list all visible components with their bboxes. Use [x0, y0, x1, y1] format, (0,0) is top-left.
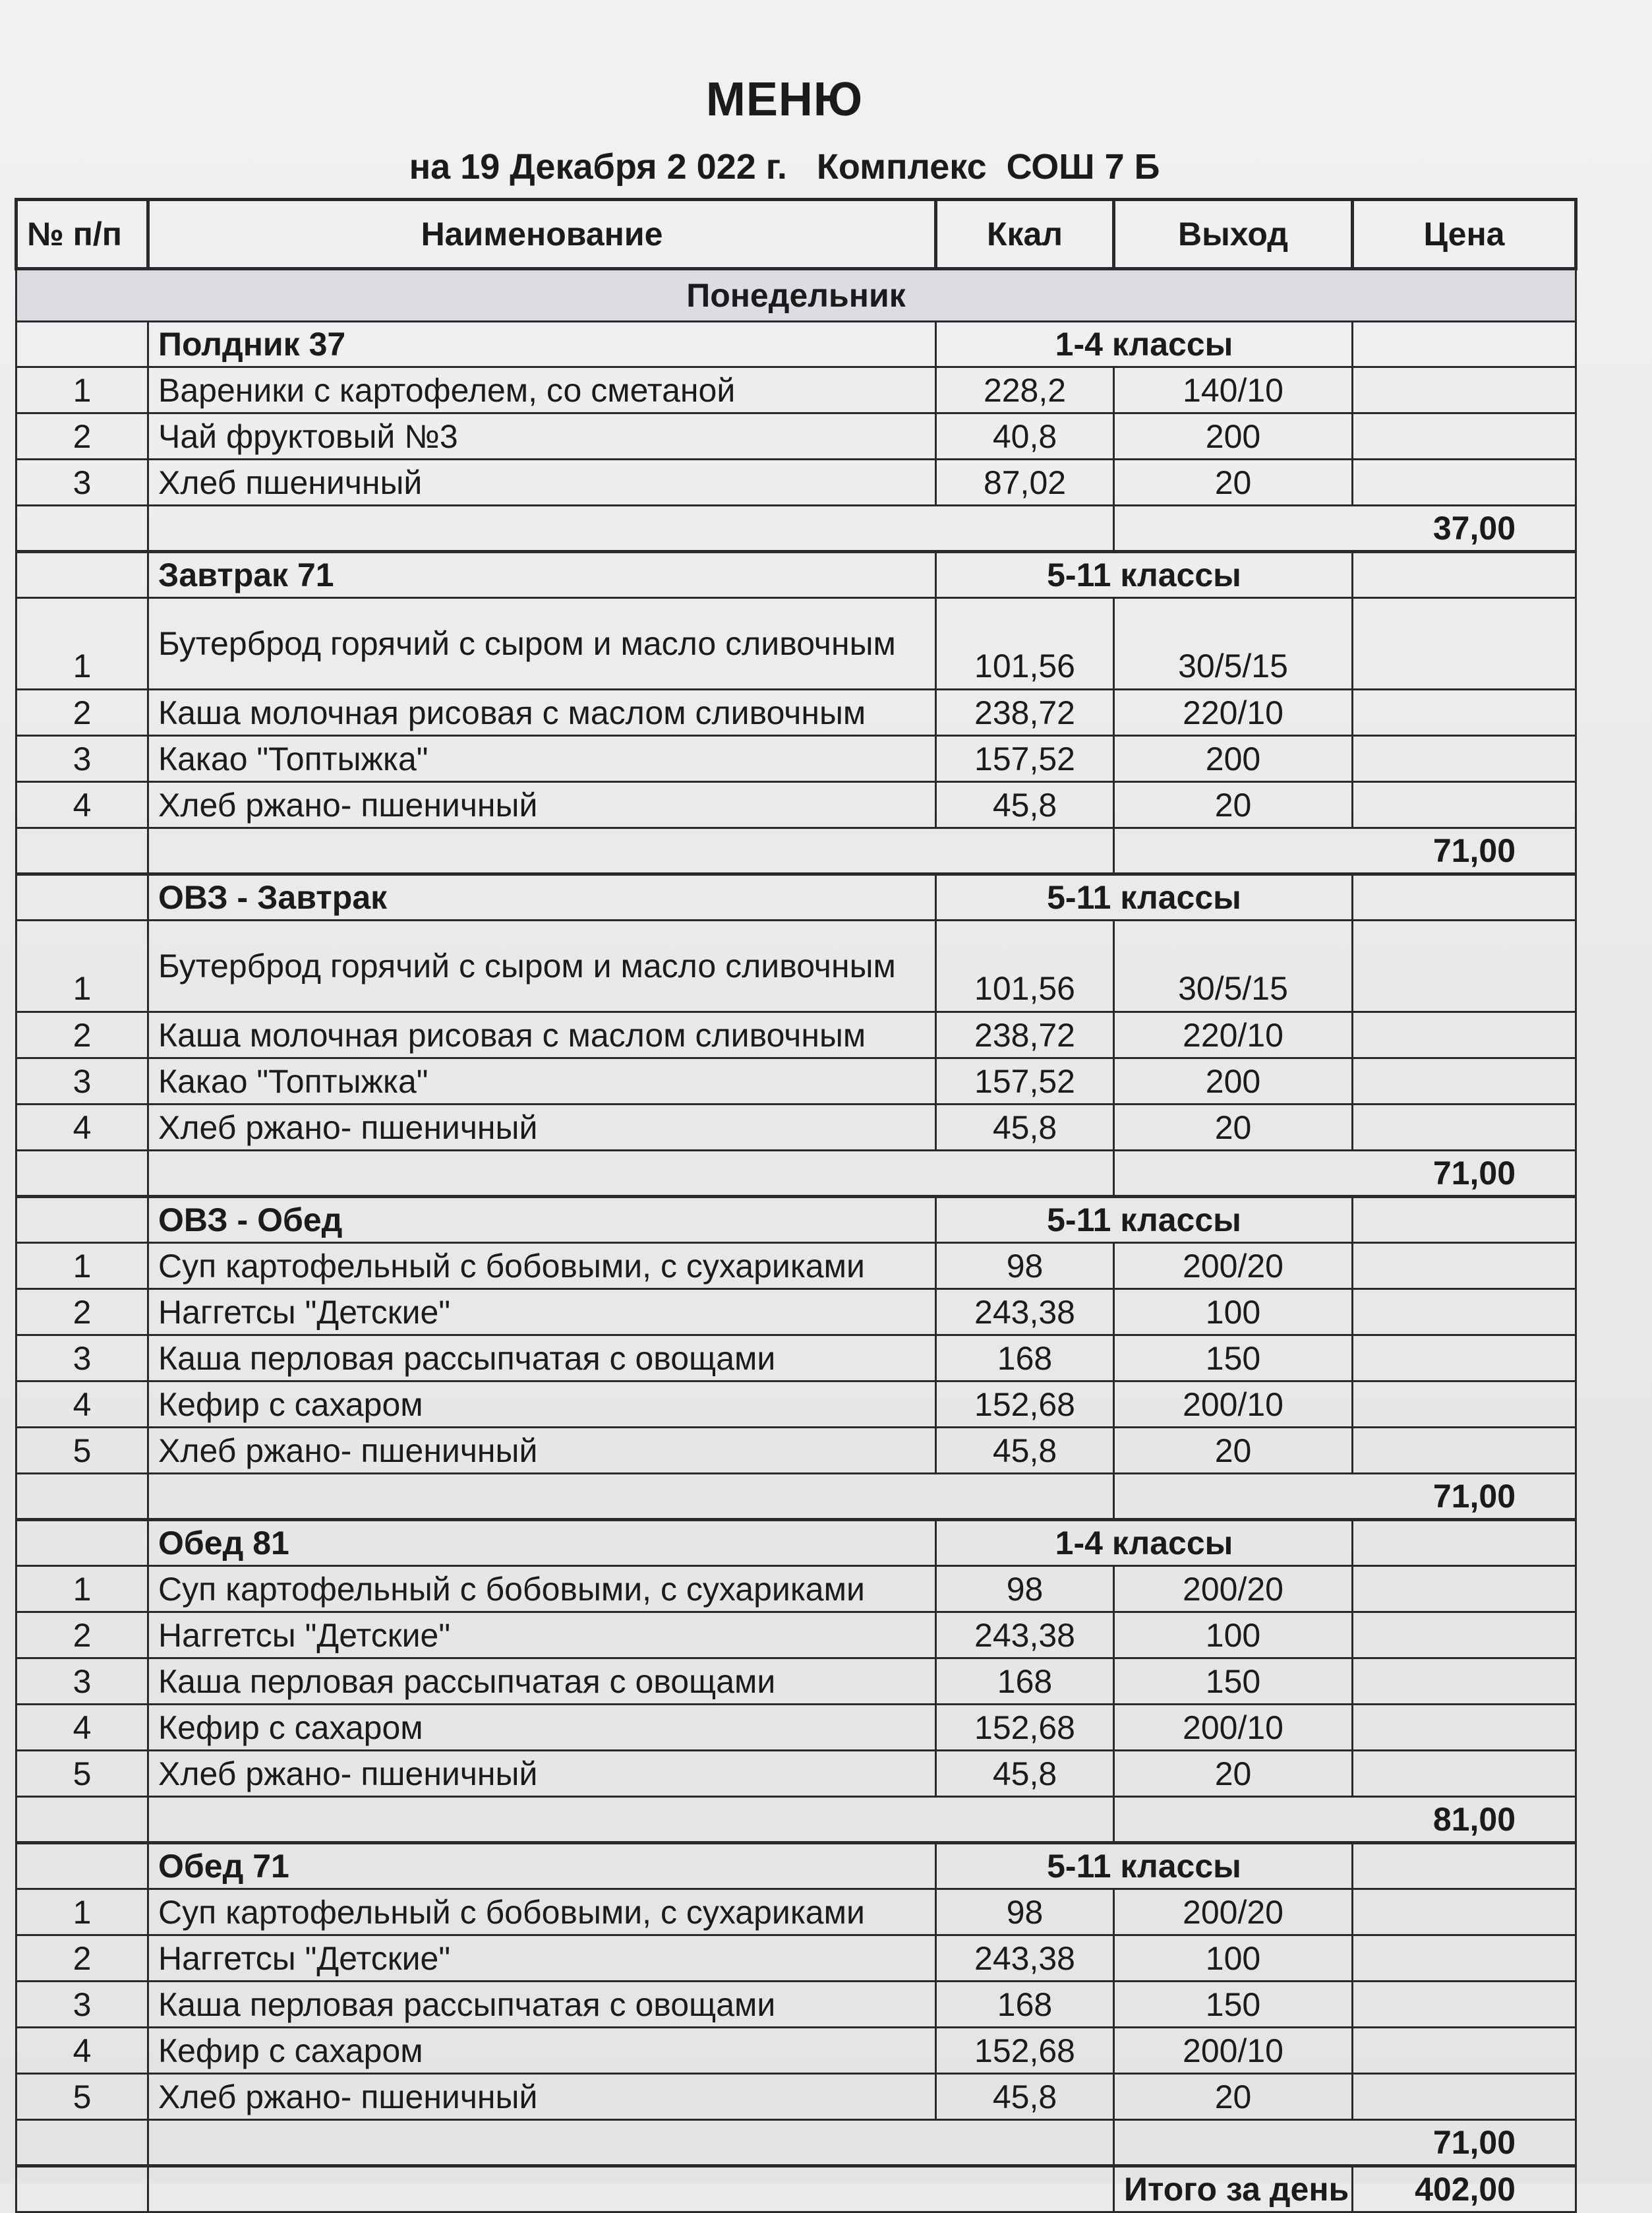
section-empty-cell — [1353, 874, 1576, 921]
menu-item-row — [16, 2074, 1576, 2120]
section-num-cell — [16, 1520, 148, 1566]
item-name: Какао "Топтыжка" — [148, 1058, 936, 1105]
price-row-num-cell — [16, 1474, 148, 1520]
item-kcal: 152,68 — [936, 2028, 1114, 2074]
item-output: 100 — [1114, 1289, 1353, 1335]
section-price: 71,00 — [1114, 828, 1576, 874]
section-title: ОВЗ - Завтрак — [148, 874, 936, 921]
item-kcal: 168 — [936, 1658, 1114, 1705]
item-kcal: 45,8 — [936, 1428, 1114, 1474]
item-output: 20 — [1114, 2074, 1353, 2120]
section-num-cell — [16, 552, 148, 598]
item-price-cell — [1353, 1935, 1576, 1982]
item-number: 3 — [16, 1335, 148, 1381]
section-price-row — [16, 828, 1576, 874]
menu-item-row — [16, 1705, 1576, 1751]
item-name: Хлеб ржано- пшеничный — [148, 782, 936, 828]
item-name: Каша молочная рисовая с маслом сливочным — [148, 690, 936, 736]
menu-item-row — [16, 1751, 1576, 1797]
item-number: 5 — [16, 1751, 148, 1797]
item-kcal: 45,8 — [936, 782, 1114, 828]
menu-item-row — [16, 1889, 1576, 1935]
item-kcal: 98 — [936, 1243, 1114, 1289]
item-kcal: 101,56 — [936, 598, 1114, 690]
item-kcal: 45,8 — [936, 1105, 1114, 1151]
section-title: Полдник 37 — [148, 322, 936, 367]
page-title: МЕНЮ — [705, 73, 864, 126]
item-kcal: 98 — [936, 1566, 1114, 1612]
section-price-row — [16, 1474, 1576, 1520]
menu-item-row — [16, 1335, 1576, 1381]
item-kcal: 87,02 — [936, 460, 1114, 506]
price-row-num-cell — [16, 2120, 148, 2166]
price-row-name-cell — [148, 1474, 1114, 1520]
item-price-cell — [1353, 782, 1576, 828]
item-number: 3 — [16, 460, 148, 506]
section-price: 71,00 — [1114, 1474, 1576, 1520]
item-kcal: 238,72 — [936, 690, 1114, 736]
section-title: ОВЗ - Обед — [148, 1197, 936, 1243]
total-row-name-cell — [148, 2166, 1114, 2212]
total-row-num-cell — [16, 2166, 148, 2212]
item-name: Хлеб ржано- пшеничный — [148, 2074, 936, 2120]
menu-item-row — [16, 1982, 1576, 2028]
section-num-cell — [16, 874, 148, 921]
section-price: 37,00 — [1114, 506, 1576, 552]
item-price-cell — [1353, 1566, 1576, 1612]
item-number: 4 — [16, 782, 148, 828]
item-kcal: 168 — [936, 1335, 1114, 1381]
item-price-cell — [1353, 598, 1576, 690]
section-grades: 5-11 классы — [936, 552, 1353, 598]
section-num-cell — [16, 1197, 148, 1243]
section-price: 81,00 — [1114, 1797, 1576, 1843]
menu-item-row — [16, 1381, 1576, 1428]
item-kcal: 152,68 — [936, 1705, 1114, 1751]
item-price-cell — [1353, 367, 1576, 413]
item-price-cell — [1353, 1058, 1576, 1105]
item-kcal: 45,8 — [936, 2074, 1114, 2120]
menu-item-row — [16, 782, 1576, 828]
item-output: 200/20 — [1114, 1566, 1353, 1612]
menu-item-row — [16, 736, 1576, 782]
price-row-num-cell — [16, 828, 148, 874]
item-kcal: 243,38 — [936, 1289, 1114, 1335]
item-name: Наггетсы "Детские" — [148, 1289, 936, 1335]
item-output: 150 — [1114, 1335, 1353, 1381]
item-price-cell — [1353, 1381, 1576, 1428]
item-number: 4 — [16, 2028, 148, 2074]
section-header-row — [16, 552, 1576, 598]
item-number: 1 — [16, 367, 148, 413]
section-grades: 1-4 классы — [936, 322, 1353, 367]
item-number: 3 — [16, 1658, 148, 1705]
header-name: Наименование — [148, 200, 936, 269]
section-num-cell — [16, 322, 148, 367]
menu-item-row — [16, 1289, 1576, 1335]
header-output: Выход — [1114, 200, 1353, 269]
section-empty-cell — [1353, 1197, 1576, 1243]
item-output: 140/10 — [1114, 367, 1353, 413]
item-number: 3 — [16, 1058, 148, 1105]
item-name: Наггетсы "Детские" — [148, 1935, 936, 1982]
section-num-cell — [16, 1843, 148, 1889]
item-output: 20 — [1114, 460, 1353, 506]
header-price: Цена — [1353, 200, 1576, 269]
section-empty-cell — [1353, 322, 1576, 367]
menu-item-row — [16, 1012, 1576, 1058]
item-number: 4 — [16, 1105, 148, 1151]
item-number: 4 — [16, 1381, 148, 1428]
day-total-label: Итого за день — [1114, 2166, 1353, 2212]
section-grades: 5-11 классы — [936, 1197, 1353, 1243]
day-total-row — [16, 2166, 1576, 2212]
section-price-row — [16, 1151, 1576, 1197]
table-header-row — [16, 200, 1576, 269]
item-price-cell — [1353, 1705, 1576, 1751]
item-price-cell — [1353, 1751, 1576, 1797]
item-output: 150 — [1114, 1982, 1353, 2028]
item-name: Кефир с сахаром — [148, 1381, 936, 1428]
item-output: 30/5/15 — [1114, 598, 1353, 690]
item-number: 1 — [16, 1243, 148, 1289]
section-price: 71,00 — [1114, 1151, 1576, 1197]
menu-item-row — [16, 460, 1576, 506]
item-output: 20 — [1114, 1751, 1353, 1797]
day-total-value: 402,00 — [1353, 2166, 1576, 2212]
item-name: Хлеб ржано- пшеничный — [148, 1105, 936, 1151]
item-name: Наггетсы "Детские" — [148, 1612, 936, 1658]
item-number: 3 — [16, 1982, 148, 2028]
item-kcal: 228,2 — [936, 367, 1114, 413]
menu-item-row — [16, 1428, 1576, 1474]
price-row-name-cell — [148, 506, 1114, 552]
item-output: 100 — [1114, 1935, 1353, 1982]
item-name: Кефир с сахаром — [148, 2028, 936, 2074]
item-kcal: 98 — [936, 1889, 1114, 1935]
day-label: Понедельник — [16, 269, 1576, 322]
item-price-cell — [1353, 1428, 1576, 1474]
item-output: 200/10 — [1114, 1381, 1353, 1428]
menu-item-row — [16, 1105, 1576, 1151]
item-name: Вареники с картофелем, со сметаной — [148, 367, 936, 413]
item-price-cell — [1353, 1243, 1576, 1289]
section-title: Обед 71 — [148, 1843, 936, 1889]
item-price-cell — [1353, 690, 1576, 736]
item-output: 220/10 — [1114, 690, 1353, 736]
item-price-cell — [1353, 1335, 1576, 1381]
section-empty-cell — [1353, 552, 1576, 598]
menu-item-row — [16, 690, 1576, 736]
item-number: 2 — [16, 1289, 148, 1335]
item-output: 150 — [1114, 1658, 1353, 1705]
section-price: 71,00 — [1114, 2120, 1576, 2166]
item-kcal: 157,52 — [936, 736, 1114, 782]
item-kcal: 243,38 — [936, 1612, 1114, 1658]
item-output: 30/5/15 — [1114, 921, 1353, 1012]
item-number: 2 — [16, 1935, 148, 1982]
menu-item-row — [16, 2028, 1576, 2074]
price-row-name-cell — [148, 828, 1114, 874]
price-row-name-cell — [148, 1151, 1114, 1197]
item-output: 100 — [1114, 1612, 1353, 1658]
page-subtitle: на 19 Декабря 2 022 г. Комплекс СОШ 7 Б — [409, 147, 1160, 187]
item-price-cell — [1353, 1105, 1576, 1151]
header-num: № п/п — [16, 200, 148, 269]
item-name: Каша молочная рисовая с маслом сливочным — [148, 1012, 936, 1058]
item-price-cell — [1353, 2028, 1576, 2074]
section-header-row — [16, 1520, 1576, 1566]
item-output: 200/20 — [1114, 1243, 1353, 1289]
item-output: 220/10 — [1114, 1012, 1353, 1058]
item-name: Хлеб пшеничный — [148, 460, 936, 506]
item-name: Какао "Топтыжка" — [148, 736, 936, 782]
item-price-cell — [1353, 1658, 1576, 1705]
item-kcal: 238,72 — [936, 1012, 1114, 1058]
item-name: Суп картофельный с бобовыми, с сухариками — [148, 1566, 936, 1612]
item-number: 5 — [16, 2074, 148, 2120]
section-grades: 1-4 классы — [936, 1520, 1353, 1566]
menu-item-row — [16, 1566, 1576, 1612]
item-number: 5 — [16, 1428, 148, 1474]
item-price-cell — [1353, 2074, 1576, 2120]
day-row — [16, 269, 1576, 322]
item-kcal: 152,68 — [936, 1381, 1114, 1428]
item-number: 2 — [16, 1612, 148, 1658]
menu-item-row — [16, 1658, 1576, 1705]
item-kcal: 40,8 — [936, 413, 1114, 460]
item-number: 1 — [16, 598, 148, 690]
item-number: 2 — [16, 690, 148, 736]
item-name: Кефир с сахаром — [148, 1705, 936, 1751]
price-row-num-cell — [16, 1151, 148, 1197]
item-name: Каша перловая рассыпчатая с овощами — [148, 1658, 936, 1705]
item-kcal: 157,52 — [936, 1058, 1114, 1105]
item-price-cell — [1353, 413, 1576, 460]
item-kcal: 243,38 — [936, 1935, 1114, 1982]
item-kcal: 45,8 — [936, 1751, 1114, 1797]
menu-item-row — [16, 598, 1576, 690]
section-price-row — [16, 1797, 1576, 1843]
price-row-name-cell — [148, 2120, 1114, 2166]
menu-item-row — [16, 1935, 1576, 1982]
price-row-num-cell — [16, 506, 148, 552]
menu-table-body — [16, 200, 1576, 2212]
item-number: 2 — [16, 413, 148, 460]
item-number: 2 — [16, 1012, 148, 1058]
item-number: 1 — [16, 1566, 148, 1612]
item-price-cell — [1353, 736, 1576, 782]
section-price-row — [16, 2120, 1576, 2166]
header-kcal: Ккал — [936, 200, 1114, 269]
price-row-name-cell — [148, 1797, 1114, 1843]
item-kcal: 101,56 — [936, 921, 1114, 1012]
price-row-num-cell — [16, 1797, 148, 1843]
item-output: 20 — [1114, 782, 1353, 828]
item-name: Каша перловая рассыпчатая с овощами — [148, 1335, 936, 1381]
item-number: 1 — [16, 921, 148, 1012]
section-grades: 5-11 классы — [936, 874, 1353, 921]
menu-item-row — [16, 1612, 1576, 1658]
item-name: Хлеб ржано- пшеничный — [148, 1428, 936, 1474]
item-price-cell — [1353, 460, 1576, 506]
item-price-cell — [1353, 1612, 1576, 1658]
item-output: 200 — [1114, 1058, 1353, 1105]
item-price-cell — [1353, 1289, 1576, 1335]
section-grades: 5-11 классы — [936, 1843, 1353, 1889]
menu-item-row — [16, 413, 1576, 460]
item-number: 4 — [16, 1705, 148, 1751]
item-output: 200 — [1114, 413, 1353, 460]
item-name: Чай фруктовый №3 — [148, 413, 936, 460]
section-header-row — [16, 322, 1576, 367]
item-output: 200 — [1114, 736, 1353, 782]
section-empty-cell — [1353, 1843, 1576, 1889]
item-output: 200/20 — [1114, 1889, 1353, 1935]
menu-item-row — [16, 921, 1576, 1012]
menu-item-row — [16, 367, 1576, 413]
menu-item-row — [16, 1058, 1576, 1105]
section-header-row — [16, 1843, 1576, 1889]
item-price-cell — [1353, 1889, 1576, 1935]
item-number: 1 — [16, 1889, 148, 1935]
item-output: 20 — [1114, 1105, 1353, 1151]
item-name: Хлеб ржано- пшеничный — [148, 1751, 936, 1797]
section-price-row — [16, 506, 1576, 552]
item-name: Бутерброд горячий с сыром и масло сливочным — [148, 921, 936, 1012]
menu-table — [15, 198, 1578, 2213]
item-price-cell — [1353, 921, 1576, 1012]
section-empty-cell — [1353, 1520, 1576, 1566]
item-output: 20 — [1114, 1428, 1353, 1474]
section-header-row — [16, 874, 1576, 921]
item-output: 200/10 — [1114, 2028, 1353, 2074]
menu-item-row — [16, 1243, 1576, 1289]
section-title: Завтрак 71 — [148, 552, 936, 598]
section-title: Обед 81 — [148, 1520, 936, 1566]
item-kcal: 168 — [936, 1982, 1114, 2028]
item-price-cell — [1353, 1012, 1576, 1058]
item-name: Суп картофельный с бобовыми, с сухариками — [148, 1889, 936, 1935]
item-price-cell — [1353, 1982, 1576, 2028]
section-header-row — [16, 1197, 1576, 1243]
item-output: 200/10 — [1114, 1705, 1353, 1751]
item-number: 3 — [16, 736, 148, 782]
item-name: Каша перловая рассыпчатая с овощами — [148, 1982, 936, 2028]
item-name: Суп картофельный с бобовыми, с сухариками — [148, 1243, 936, 1289]
item-name: Бутерброд горячий с сыром и масло сливочным — [148, 598, 936, 690]
